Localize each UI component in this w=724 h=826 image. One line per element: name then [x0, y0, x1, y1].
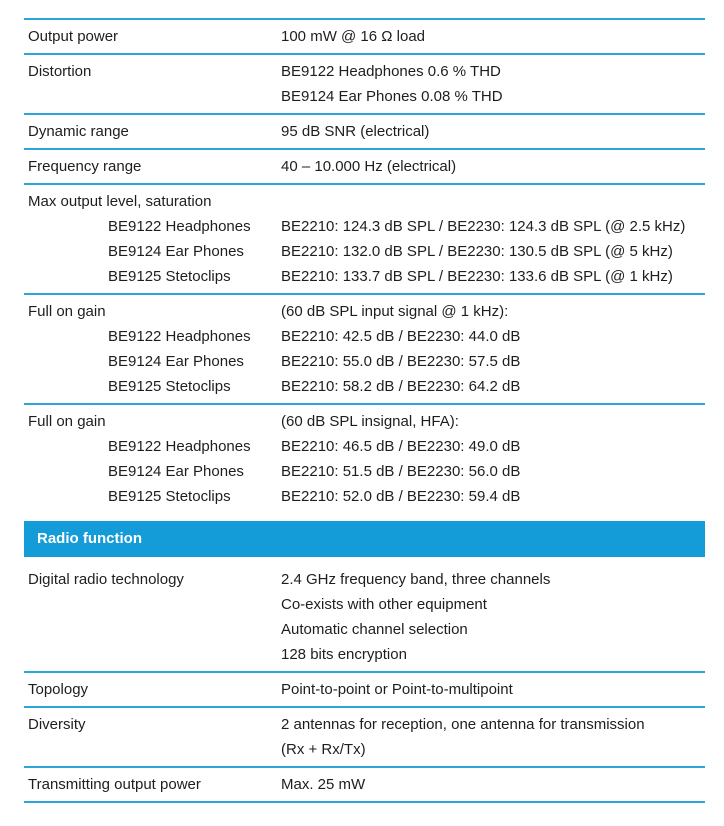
spec-label-dynamic-range: Dynamic range — [28, 123, 129, 140]
spec-value-full-on-gain-2: (60 dB SPL insignal, HFA): — [281, 413, 459, 430]
spec-value-line: 2 antennas for reception, one antenna for transmission — [281, 716, 645, 733]
sub-row-be9125 — [24, 484, 705, 509]
sub-row-be9125 — [24, 374, 705, 399]
row-transmitting-output-power — [24, 768, 705, 803]
sub-value-be9122: BE2210: 46.5 dB / BE2230: 49.0 dB — [281, 438, 521, 455]
sub-label-be9125: BE9125 Stetoclips — [108, 378, 231, 395]
spec-label-full-on-gain-2: Full on gain — [28, 413, 106, 430]
sub-label-be9124: BE9124 Ear Phones — [108, 243, 244, 260]
spec-value-output-power: 100 mW @ 16 Ω load — [281, 28, 426, 45]
row-diversity — [24, 708, 705, 768]
row-output-power — [24, 18, 705, 55]
spec-label-full-on-gain-1: Full on gain — [28, 303, 106, 320]
spec-value-diversity — [281, 712, 705, 762]
row-frequency-range — [24, 150, 705, 185]
spec-value-line: Automatic channel selection — [281, 621, 468, 638]
sub-value-be9124: BE2210: 55.0 dB / BE2230: 57.5 dB — [281, 353, 521, 370]
spec-value-digital-radio — [281, 567, 705, 667]
sub-value-be9122: BE2210: 42.5 dB / BE2230: 44.0 dB — [281, 328, 521, 345]
spec-label-topology: Topology — [28, 681, 89, 698]
sub-row-be9122 — [24, 434, 705, 459]
spec-value-frequency-range: 40 – 10.000 Hz (electrical) — [281, 158, 457, 175]
sub-value-be9125: BE2210: 52.0 dB / BE2230: 59.4 dB — [281, 488, 521, 505]
spec-label-frequency-range: Frequency range — [28, 158, 142, 175]
spec-value-topology: Point-to-point or Point-to-multipoint — [281, 681, 513, 698]
sub-value-be9122: BE2210: 124.3 dB SPL / BE2230: 124.3 dB SPL (@ 2.5 kHz) — [281, 218, 686, 235]
spec-label-max-output: Max output level, saturation — [28, 193, 212, 210]
row-dynamic-range — [24, 115, 705, 150]
sub-value-be9124: BE2210: 51.5 dB / BE2230: 56.0 dB — [281, 463, 521, 480]
section-header-radio-function: Radio function — [24, 521, 705, 557]
sub-label-be9122: BE9122 Headphones — [108, 438, 251, 455]
sub-row-be9122 — [24, 214, 705, 239]
sub-row-be9122 — [24, 324, 705, 349]
spec-value-line: Co-exists with other equipment — [281, 596, 487, 613]
sub-value-be9125: BE2210: 133.7 dB SPL / BE2230: 133.6 dB SPL (@ 1 kHz) — [281, 268, 673, 285]
spec-value-line: BE9122 Headphones 0.6 % THD — [281, 63, 501, 80]
sub-label-be9124: BE9124 Ear Phones — [108, 353, 244, 370]
sub-row-be9124 — [24, 239, 705, 264]
spec-value-line: (Rx + Rx/Tx) — [281, 741, 366, 758]
row-distortion — [24, 55, 705, 115]
spec-label-transmit-power: Transmitting output power — [28, 776, 201, 793]
spec-label-distortion: Distortion — [28, 63, 92, 80]
spec-value-distortion — [281, 59, 705, 109]
spec-value-transmit-power: Max. 25 mW — [281, 776, 366, 793]
sub-label-be9125: BE9125 Stetoclips — [108, 268, 231, 285]
sub-label-be9124: BE9124 Ear Phones — [108, 463, 244, 480]
sub-label-be9125: BE9125 Stetoclips — [108, 488, 231, 505]
sub-row-be9124 — [24, 459, 705, 484]
sub-label-be9122: BE9122 Headphones — [108, 218, 251, 235]
spec-value-full-on-gain-1: (60 dB SPL input signal @ 1 kHz): — [281, 303, 509, 320]
sub-row-be9124 — [24, 349, 705, 374]
sub-value-be9125: BE2210: 58.2 dB / BE2230: 64.2 dB — [281, 378, 521, 395]
spec-value-dynamic-range: 95 dB SNR (electrical) — [281, 123, 430, 140]
spec-value-line: 128 bits encryption — [281, 646, 407, 663]
sub-label-be9122: BE9122 Headphones — [108, 328, 251, 345]
sub-value-be9124: BE2210: 132.0 dB SPL / BE2230: 130.5 dB SPL (@ 5 kHz) — [281, 243, 673, 260]
spec-value-line: BE9124 Ear Phones 0.08 % THD — [281, 88, 503, 105]
row-full-on-gain-2 — [24, 405, 705, 513]
sub-row-be9125 — [24, 264, 705, 289]
row-topology — [24, 673, 705, 708]
spec-label-diversity: Diversity — [28, 716, 86, 733]
spec-table — [24, 18, 705, 803]
spec-label-digital-radio: Digital radio technology — [28, 571, 184, 588]
spec-label-output-power: Output power — [28, 28, 119, 45]
row-digital-radio — [24, 557, 705, 673]
row-max-output — [24, 185, 705, 295]
row-full-on-gain-1 — [24, 295, 705, 405]
spec-value-line: 2.4 GHz frequency band, three channels — [281, 571, 551, 588]
